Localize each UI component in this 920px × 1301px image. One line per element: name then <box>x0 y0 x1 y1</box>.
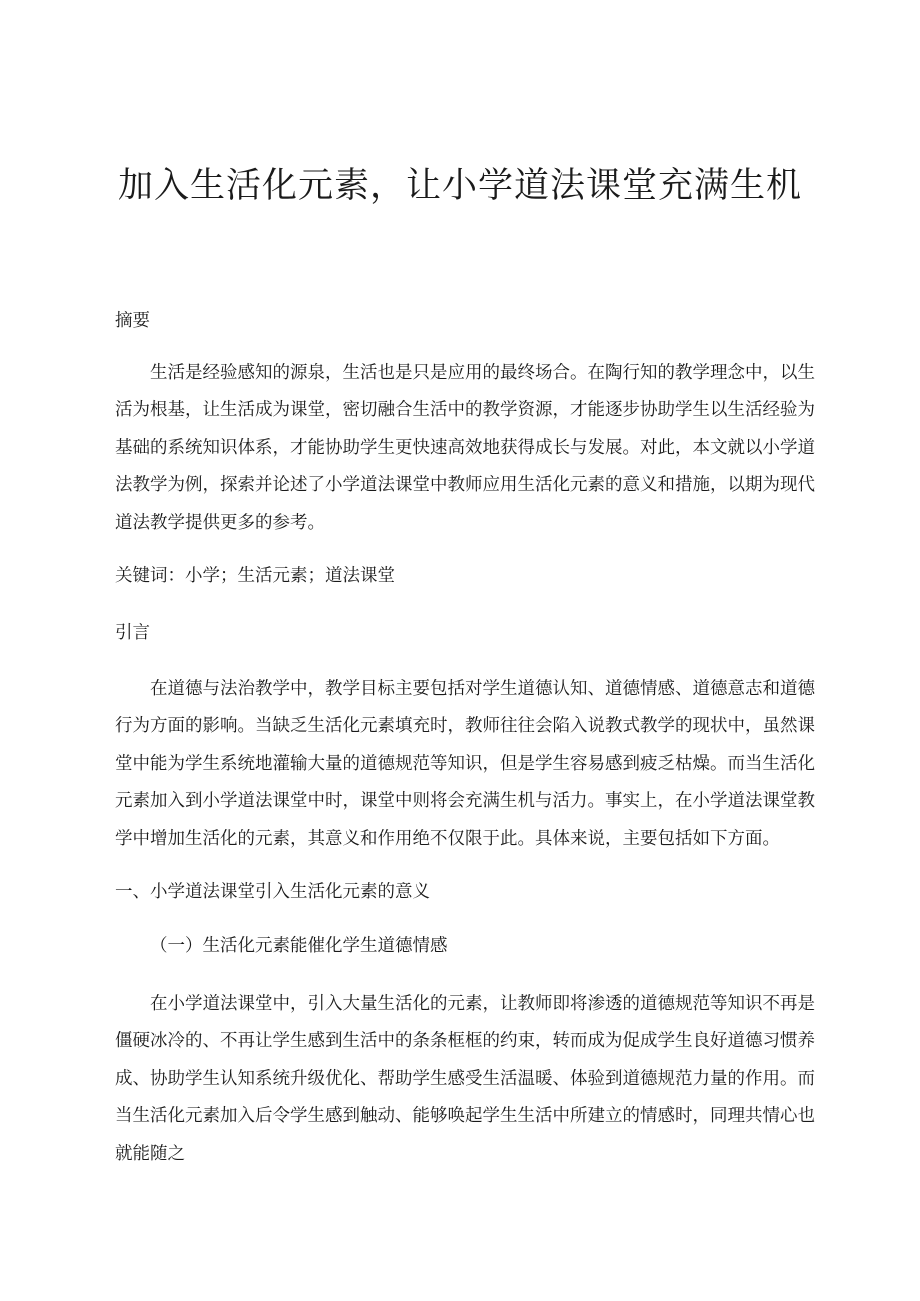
abstract-heading: 摘要 <box>115 311 150 331</box>
subsection-paragraph: 在小学道法课堂中，引入大量生活化的元素，让教师即将渗透的道德规范等知识不再是僵硬冰冷的、不再让学生感到生活中的条条框框的约束，转而成为促成学生良好道德习惯养成、协助学生认知系统升级优化、帮助学生感受生活温暖、体验到道德规范力量的作用。而当生活化元素加入后令学生感到触动、能够唤起学生生活中所建立的情感时，同理共情心也就能随之 <box>115 994 815 1164</box>
abstract-paragraph: 生活是经验感知的源泉，生活也是只是应用的最终场合。在陶行知的教学理念中，以生活为根基，让生活成为课堂，密切融合生活中的教学资源，才能逐步协助学生以生活经验为基础的系统知识体系，才能协助学生更快速高效地获得成长与发展。对此，本文就以小学道法教学为例，探索并论述了小学道法课堂中教师应用生活化元素的意义和措施，以期为现代道法教学提供更多的参考。 <box>115 363 815 533</box>
intro-heading: 引言 <box>115 623 150 643</box>
subsection-heading: （一）生活化元素能催化学生道德情感 <box>150 936 448 956</box>
intro-paragraph: 在道德与法治教学中，教学目标主要包括对学生道德认知、道德情感、道德意志和道德行为方面的影响。当缺乏生活化元素填充时，教师往往会陷入说教式教学的现状中，虽然课堂中能为学生系统地灌输大量的道德规范等知识，但是学生容易感到疲乏枯燥。而当生活化元素加入到小学道法课堂中时，课堂中则将会充满生机与活力。事实上，在小学道法课堂教学中增加生活化的元素，其意义和作用绝不仅限于此。具体来说，主要包括如下方面。 <box>115 679 815 849</box>
section-heading: 一、小学道法课堂引入生活化元素的意义 <box>115 882 430 902</box>
document-title: 加入生活化元素，让小学道法课堂充满生机 <box>117 166 802 206</box>
keywords-line: 关键词：小学；生活元素；道法课堂 <box>115 566 395 586</box>
